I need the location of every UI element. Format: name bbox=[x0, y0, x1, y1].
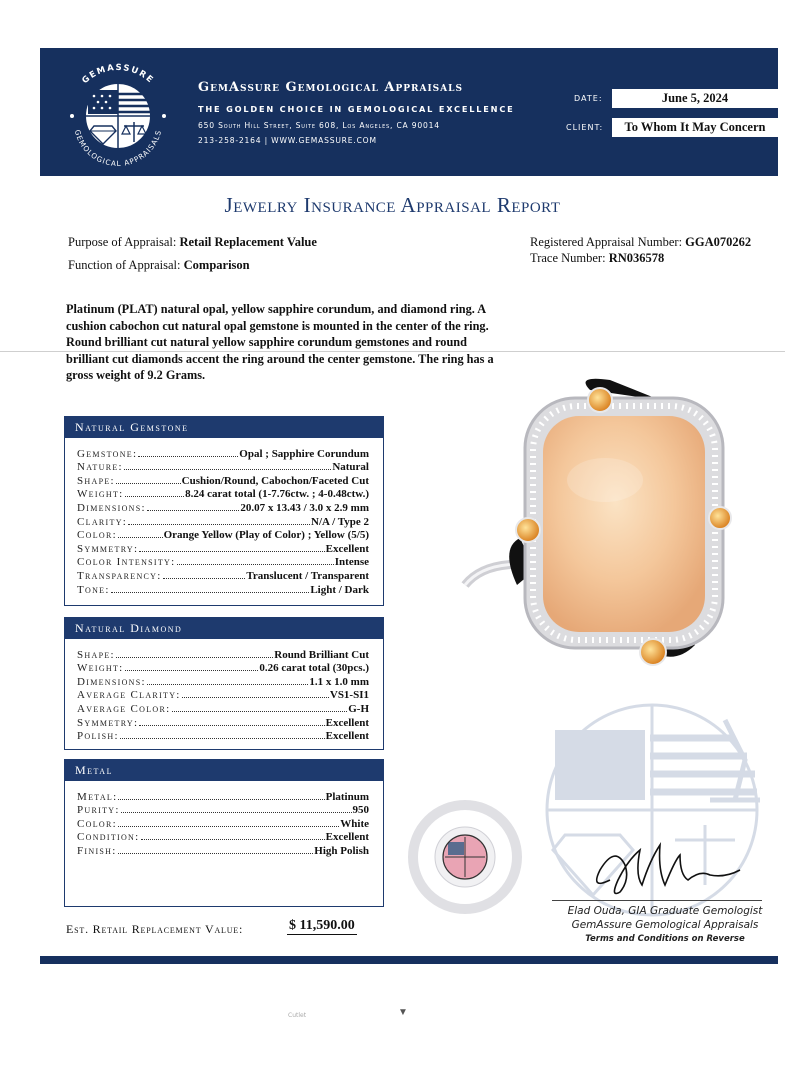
dot-leader bbox=[116, 657, 273, 658]
reg-label: Registered Appraisal Number: bbox=[530, 235, 683, 249]
spec-row bbox=[77, 701, 369, 715]
purpose-label: Purpose of Appraisal: bbox=[68, 235, 177, 249]
spec-value: Intense bbox=[334, 556, 369, 569]
dot-leader bbox=[141, 839, 325, 840]
spec-label: Symmetry: bbox=[77, 716, 139, 729]
spec-value: Excellent bbox=[325, 716, 369, 729]
spec-label: Metal: bbox=[77, 790, 118, 803]
company-tagline: THE GOLDEN CHOICE IN GEMOLOGICAL EXCELLENCE bbox=[198, 104, 515, 114]
spec-label: Tone: bbox=[77, 583, 110, 596]
metal-heading: Metal bbox=[65, 760, 383, 781]
dot-leader bbox=[182, 697, 329, 698]
spec-value: 20.07 x 13.43 / 3.0 x 2.9 mm bbox=[240, 501, 369, 514]
date-value: June 5, 2024 bbox=[612, 89, 778, 108]
spec-row bbox=[77, 555, 369, 569]
function-of-appraisal bbox=[68, 258, 250, 273]
spec-label: Average Color: bbox=[77, 702, 171, 715]
spec-value: VS1-SI1 bbox=[329, 689, 369, 702]
spec-row bbox=[77, 473, 369, 487]
trace-label: Trace Number: bbox=[530, 251, 606, 265]
spec-row bbox=[77, 582, 369, 596]
spec-row bbox=[77, 688, 369, 702]
spec-row bbox=[77, 487, 369, 501]
metal-table bbox=[64, 759, 384, 907]
spec-label: Dimensions: bbox=[77, 501, 146, 514]
natural-gemstone-heading: Natural Gemstone bbox=[65, 417, 383, 438]
spec-row bbox=[77, 514, 369, 528]
spec-label: Gemstone: bbox=[77, 447, 138, 460]
dot-leader bbox=[121, 812, 352, 813]
natural-diamond-table bbox=[64, 617, 384, 750]
spec-value: Platinum bbox=[325, 790, 369, 803]
spec-label: Color Intensity: bbox=[77, 556, 176, 569]
item-description: Platinum (PLAT) natural opal, yellow sapphire corundum, and diamond ring. A cushion cabochon cut natural opal gemstone is mounted in the center of the ring. Round brilliant cut natural yellow sapphire corundum gemstones and round brilliant cut diamonds accent the ring around the center gemstone. The ring has a gross weight of 9.2 Grams. bbox=[66, 302, 494, 382]
appraiser-name: Elad Ouda, GIA Graduate Gemologist bbox=[567, 905, 763, 917]
footer-bar bbox=[40, 956, 778, 964]
function-value: Comparison bbox=[183, 258, 250, 272]
appraiser-organization: GemAssure Gemological Appraisals bbox=[571, 919, 759, 931]
spec-value: Round Brilliant Cut bbox=[274, 648, 369, 661]
dot-leader bbox=[138, 456, 238, 457]
company-contact: 213-258-2164 | WWW.GEMASSURE.COM bbox=[198, 136, 377, 145]
spec-row bbox=[77, 568, 369, 582]
spec-value: Translucent / Transparent bbox=[246, 569, 369, 582]
signature-mark bbox=[580, 840, 750, 900]
spec-value: 0.26 carat total (30pcs.) bbox=[259, 662, 369, 675]
spec-label: Transparency: bbox=[77, 569, 162, 582]
scan-artifact-line bbox=[0, 351, 785, 352]
signature-line bbox=[552, 900, 762, 901]
spec-label: Weight: bbox=[77, 662, 124, 675]
spec-label: Nature: bbox=[77, 461, 123, 474]
spec-value: 950 bbox=[352, 804, 369, 817]
spec-row bbox=[77, 830, 369, 844]
spec-label: Weight: bbox=[77, 488, 124, 501]
dot-leader bbox=[163, 578, 246, 579]
dot-leader bbox=[139, 725, 324, 726]
spec-value: Excellent bbox=[325, 730, 369, 743]
spec-label: Symmetry: bbox=[77, 542, 139, 555]
svg-text:GEMOLOGICAL APPRAISALS: GEMOLOGICAL APPRAISALS bbox=[72, 128, 164, 169]
dot-leader bbox=[172, 711, 348, 712]
spec-label: Clarity: bbox=[77, 515, 128, 528]
spec-row bbox=[77, 729, 369, 743]
spec-value: Light / Dark bbox=[310, 583, 369, 596]
spec-row bbox=[77, 674, 369, 688]
chevron-down-icon: ▼ bbox=[398, 1007, 408, 1018]
spec-value: N/A / Type 2 bbox=[311, 515, 369, 528]
spec-value: G-H bbox=[348, 702, 369, 715]
spec-value: Excellent bbox=[325, 831, 369, 844]
date-label: DATE: bbox=[574, 94, 603, 103]
spec-row bbox=[77, 647, 369, 661]
spec-value: 8.24 carat total (1-7.76ctw. ; 4-0.48ctw.) bbox=[185, 488, 369, 501]
spec-row bbox=[77, 541, 369, 555]
dot-leader bbox=[125, 670, 259, 671]
trace-number bbox=[530, 251, 664, 266]
client-label: CLIENT: bbox=[566, 123, 604, 132]
purpose-of-appraisal bbox=[68, 235, 317, 250]
natural-gemstone-rows bbox=[65, 438, 383, 602]
spec-value: Opal ; Sapphire Corundum bbox=[239, 447, 369, 460]
spec-value: Orange Yellow (Play of Color) ; Yellow (5/5) bbox=[163, 529, 369, 542]
dot-leader bbox=[125, 496, 185, 497]
spec-label: Purity: bbox=[77, 804, 120, 817]
retail-value-label: Est. Retail Replacement Value: bbox=[66, 922, 244, 936]
dot-leader bbox=[116, 483, 181, 484]
spec-row bbox=[77, 528, 369, 542]
dot-leader bbox=[139, 551, 324, 552]
dot-leader bbox=[118, 537, 163, 538]
spec-row bbox=[77, 789, 369, 803]
svg-text:GEMASSURE: GEMASSURE bbox=[80, 62, 156, 87]
spec-value: Excellent bbox=[325, 542, 369, 555]
dot-leader bbox=[120, 738, 325, 739]
spec-label: Shape: bbox=[77, 474, 115, 487]
dot-leader bbox=[111, 592, 310, 593]
gemassure-seal-icon bbox=[58, 56, 178, 172]
footer-faint-text: Cutlet bbox=[288, 1012, 307, 1019]
dot-leader bbox=[147, 684, 309, 685]
purpose-value: Retail Replacement Value bbox=[179, 235, 317, 249]
spec-row bbox=[77, 715, 369, 729]
spec-value: 1.1 x 1.0 mm bbox=[309, 675, 369, 688]
dot-leader bbox=[118, 826, 339, 827]
natural-gemstone-table bbox=[64, 416, 384, 606]
spec-row bbox=[77, 843, 369, 857]
spec-label: Color: bbox=[77, 817, 117, 830]
registered-appraisal-number bbox=[530, 235, 751, 250]
company-name: GemAssure Gemological Appraisals bbox=[198, 80, 463, 95]
spec-label: Average Clarity: bbox=[77, 689, 181, 702]
spec-label: Condition: bbox=[77, 831, 140, 844]
reg-value: GGA070262 bbox=[685, 235, 752, 249]
metal-rows bbox=[65, 781, 383, 863]
spec-row bbox=[77, 803, 369, 817]
dot-leader bbox=[177, 564, 334, 565]
report-title: Jewelry Insurance Appraisal Report bbox=[224, 193, 561, 217]
hologram-seal-icon bbox=[400, 800, 530, 915]
spec-row bbox=[77, 661, 369, 675]
spec-value: Natural bbox=[332, 461, 369, 474]
dot-leader bbox=[147, 510, 240, 511]
spec-label: Finish: bbox=[77, 844, 117, 857]
natural-diamond-heading: Natural Diamond bbox=[65, 618, 383, 639]
spec-value: White bbox=[340, 817, 369, 830]
natural-diamond-rows bbox=[65, 639, 383, 748]
spec-row bbox=[77, 816, 369, 830]
spec-label: Dimensions: bbox=[77, 675, 146, 688]
spec-row bbox=[77, 500, 369, 514]
dot-leader bbox=[118, 799, 324, 800]
spec-label: Color: bbox=[77, 529, 117, 542]
spec-row bbox=[77, 446, 369, 460]
dot-leader bbox=[118, 853, 314, 854]
client-value: To Whom It May Concern bbox=[612, 118, 778, 137]
ring-photo bbox=[425, 370, 765, 700]
retail-value-amount: $ 11,590.00 bbox=[289, 918, 355, 933]
spec-label: Shape: bbox=[77, 648, 115, 661]
spec-row bbox=[77, 460, 369, 474]
company-address: 650 South Hill Street, Suite 608, Los Angeles, CA 90014 bbox=[198, 121, 440, 130]
function-label: Function of Appraisal: bbox=[68, 258, 181, 272]
spec-value: High Polish bbox=[314, 844, 369, 857]
spec-value: Cushion/Round, Cabochon/Faceted Cut bbox=[181, 474, 369, 487]
terms-note: Terms and Conditions on Reverse bbox=[585, 934, 745, 944]
dot-leader bbox=[124, 469, 331, 470]
spec-label: Polish: bbox=[77, 730, 119, 743]
dot-leader bbox=[128, 524, 310, 525]
trace-value: RN036578 bbox=[608, 251, 665, 265]
